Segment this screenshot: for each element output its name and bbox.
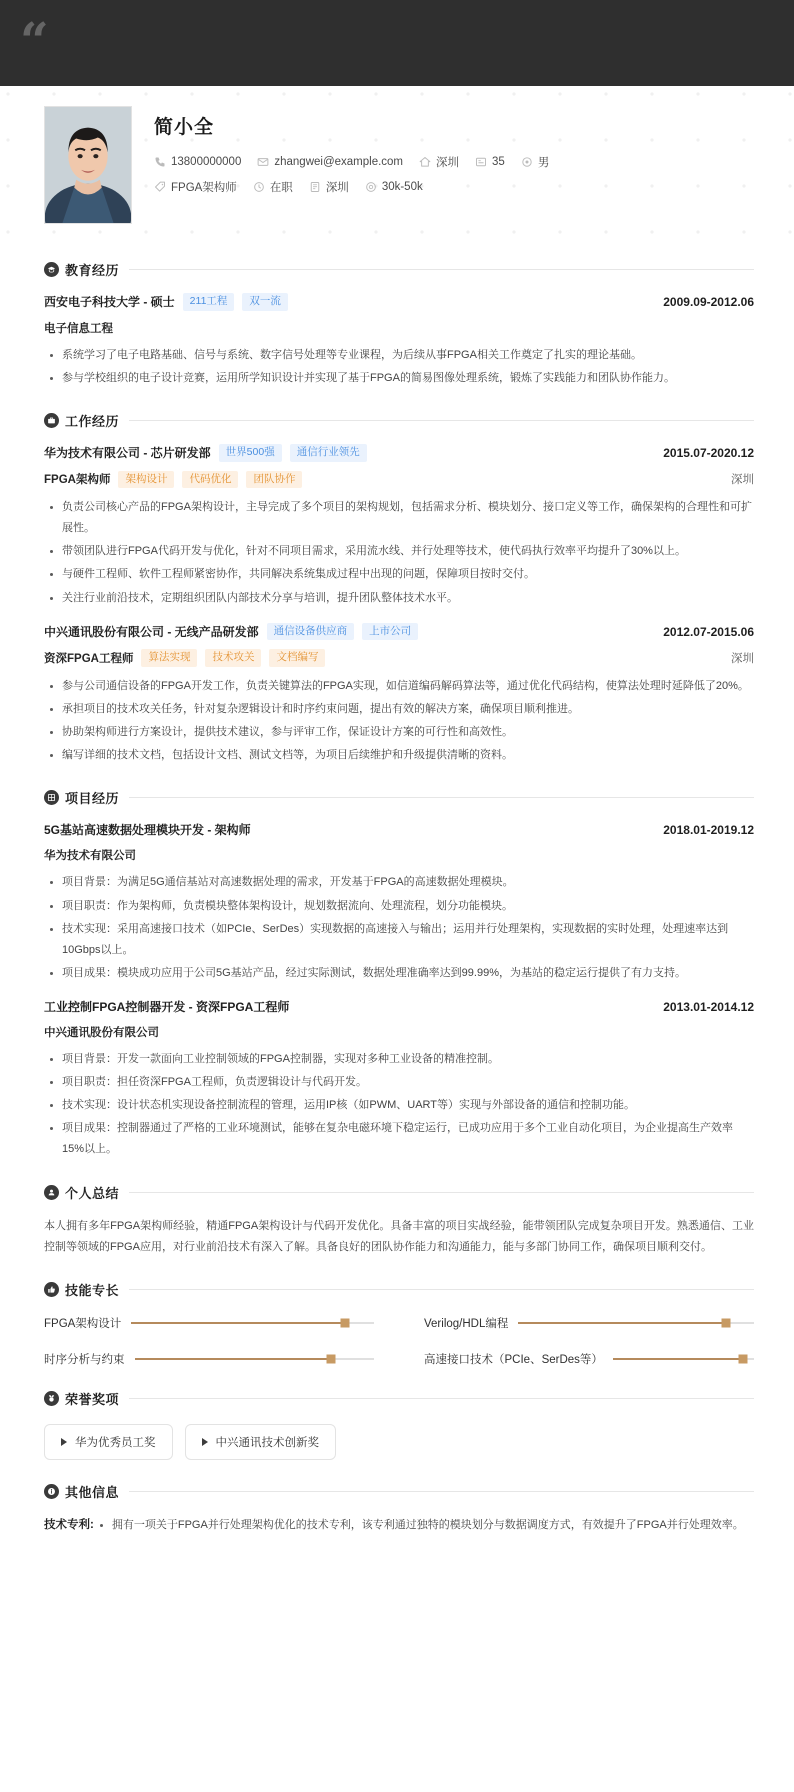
work-role: 资深FPGA工程师 xyxy=(44,653,134,666)
skill-slider[interactable] xyxy=(518,1322,754,1324)
list-item: 与硬件工程师、软件工程师紧密协作，共同解决系统集成过程中出现的问题，保障项目按时交付。 xyxy=(44,564,754,585)
project-grid-icon xyxy=(44,790,59,805)
list-item: 项目背景：开发一款面向工业控制领域的FPGA控制器，实现对多种工业设备的精准控制。 xyxy=(44,1049,754,1070)
play-triangle-icon xyxy=(202,1438,208,1446)
work-company: 中兴通讯股份有限公司 - 无线产品研发部 xyxy=(44,625,259,639)
meta-position-value: FPGA架构师 xyxy=(171,182,237,194)
section-education xyxy=(0,260,794,389)
skill-knob[interactable] xyxy=(326,1355,335,1364)
skill-slider[interactable] xyxy=(135,1358,375,1360)
education-entry xyxy=(44,293,754,389)
list-item: 负责公司核心产品的FPGA架构设计，主导完成了多个项目的架构规划，包括需求分析、模块划分、接口定义等工作，确保架构的合理性和可扩展性。 xyxy=(44,497,754,539)
section-divider xyxy=(129,797,754,798)
skill-fill xyxy=(135,1358,331,1360)
list-item: 关注行业前沿技术，定期组织团队内部技术分享与培训，提升团队整体技术水平。 xyxy=(44,588,754,609)
work-role-left xyxy=(44,471,302,489)
section-divider xyxy=(129,1192,754,1193)
work-role-tag: 架构设计 xyxy=(118,471,174,489)
section-divider xyxy=(129,269,754,270)
list-item: 编写详细的技术文档，包括设计文档、测试文档等，为项目后续维护和升级提供清晰的资料。 xyxy=(44,745,754,766)
identity-block xyxy=(154,106,565,224)
building-icon xyxy=(309,181,321,193)
user-icon xyxy=(44,1185,59,1200)
skill-fill xyxy=(131,1322,345,1324)
project-entry xyxy=(44,821,754,984)
project-title: 5G基站高速数据处理模块开发 - 架构师 xyxy=(44,823,251,838)
page-title: 简小全 xyxy=(154,117,215,138)
info-icon xyxy=(44,1484,59,1499)
briefcase-icon xyxy=(44,413,59,428)
section-header-education xyxy=(44,260,754,279)
meta-gender xyxy=(521,154,550,170)
skill-slider[interactable] xyxy=(613,1358,754,1360)
meta-email-value: zhangwei@example.com xyxy=(274,156,404,168)
project-bullets xyxy=(44,1049,754,1161)
project-entry-left xyxy=(44,998,289,1015)
section-title-summary: 个人总结 xyxy=(65,1185,120,1201)
graduation-cap-icon xyxy=(44,262,59,277)
avatar-photo-icon xyxy=(45,107,131,223)
honor-chip[interactable] xyxy=(185,1424,337,1460)
meta-gender-value: 男 xyxy=(537,157,550,169)
section-work xyxy=(0,411,794,767)
work-role-tag: 代码优化 xyxy=(182,471,238,489)
work-location: 深圳 xyxy=(731,474,754,487)
section-title-other: 其他信息 xyxy=(65,1485,120,1501)
skill-row xyxy=(424,1315,754,1331)
education-bullets xyxy=(44,345,754,389)
section-header-projects xyxy=(44,788,754,807)
skill-knob[interactable] xyxy=(721,1319,730,1328)
skill-knob[interactable] xyxy=(738,1355,747,1364)
project-entry-left xyxy=(44,821,251,838)
skill-grid xyxy=(44,1313,754,1367)
skill-fill xyxy=(518,1322,725,1324)
other-info-label: 技术专利: xyxy=(44,1519,94,1532)
meta-phone-value: 13800000000 xyxy=(171,156,242,168)
phone-icon xyxy=(154,156,166,168)
work-role-row xyxy=(44,471,754,489)
quote-mark-icon: “ xyxy=(20,11,50,70)
skill-label: FPGA架构设计 xyxy=(44,1318,122,1331)
section-divider xyxy=(129,1398,754,1399)
education-date: 2009.09-2012.06 xyxy=(663,295,754,310)
section-header-summary xyxy=(44,1183,754,1202)
summary-text: 本人拥有多年FPGA架构师经验，精通FPGA架构设计与代码开发优化。具备丰富的项目实战经验，能带领团队完成复杂项目开发。熟悉通信、工业控制等领域的FPGA应用，对行业前沿技术有深入了解。具备良好的团队协作能力和沟通能力，能与多部门协同工作，确保项目顺利交付。 xyxy=(44,1219,754,1253)
other-info-body xyxy=(94,1515,754,1538)
mail-icon xyxy=(257,156,269,168)
work-entry-left xyxy=(44,623,418,641)
skill-row xyxy=(424,1351,754,1367)
meta-hometown-value: 深圳 xyxy=(436,157,460,169)
education-school: 西安电子科技大学 - 硕士 xyxy=(44,295,175,310)
project-company: 华为技术有限公司 xyxy=(44,850,136,863)
section-divider xyxy=(129,420,754,421)
list-item: 带领团队进行FPGA代码开发与优化，针对不同项目需求，采用流水线、并行处理等技术，使代码执行效率平均提升了30%以上。 xyxy=(44,541,754,562)
honor-label: 华为优秀员工奖 xyxy=(75,1437,156,1450)
project-company: 中兴通讯股份有限公司 xyxy=(44,1026,159,1039)
list-item: 参与公司通信设备的FPGA开发工作，负责关键算法的FPGA实现，如信道编码解码算法等，通过优化代码结构，使算法处理时延降低了20%。 xyxy=(44,676,754,697)
list-item: 技术实现：设计状态机实现设备控制流程的管理，运用IP核（如PWM、UART等）实现与外部设备的通信和控制功能。 xyxy=(44,1095,754,1116)
section-skills xyxy=(0,1280,794,1367)
section-other xyxy=(0,1482,794,1538)
skill-label: 高速接口技术（PCIe、SerDes等） xyxy=(424,1354,603,1367)
section-title-skills: 技能专长 xyxy=(65,1283,120,1299)
work-company-tag: 通信行业领先 xyxy=(290,444,367,462)
work-bullets xyxy=(44,676,754,766)
education-tag: 双一流 xyxy=(242,293,288,311)
education-entry-head xyxy=(44,293,754,311)
meta-age xyxy=(475,156,505,168)
skill-knob[interactable] xyxy=(340,1319,349,1328)
section-header-work xyxy=(44,411,754,430)
skill-fill xyxy=(613,1358,743,1360)
work-date: 2015.07-2020.12 xyxy=(663,446,754,461)
skill-label: Verilog/HDL编程 xyxy=(424,1318,509,1331)
meta-status xyxy=(253,179,293,195)
meta-city-value: 深圳 xyxy=(325,182,349,194)
section-honors xyxy=(0,1389,794,1460)
project-date: 2013.01-2014.12 xyxy=(663,999,754,1014)
section-title-education: 教育经历 xyxy=(65,263,120,278)
work-company-tag: 通信设备供应商 xyxy=(267,623,355,641)
list-item: 协助架构师进行方案设计，提供技术建议，参与评审工作，保证设计方案的可行性和高效性。 xyxy=(44,722,754,743)
work-role-tag: 文档编写 xyxy=(269,649,325,667)
meta-email xyxy=(257,156,403,168)
project-entry-head xyxy=(44,821,754,838)
list-item: 拥有一项关于FPGA并行处理架构优化的技术专利，该专利通过独特的模块划分与数据调度方式，有效提升了FPGA并行处理效率。 xyxy=(94,1515,754,1536)
section-title-work: 工作经历 xyxy=(65,413,120,429)
meta-phone xyxy=(154,156,241,168)
work-entry xyxy=(44,444,754,609)
gender-icon xyxy=(521,156,533,168)
meta-row-contact xyxy=(154,154,565,170)
list-item: 项目职责：担任资深FPGA工程师，负责逻辑设计与代码开发。 xyxy=(44,1072,754,1093)
work-role-tag: 技术攻关 xyxy=(205,649,261,667)
list-item: 项目成果：模块成功应用于公司5G基站产品，经过实际测试，数据处理准确率达到99.99%，为基站的稳定运行提供了有力支持。 xyxy=(44,963,754,984)
section-title-honors: 荣誉奖项 xyxy=(65,1392,120,1408)
skill-row xyxy=(44,1315,374,1331)
project-title: 工业控制FPGA控制器开发 - 资深FPGA工程师 xyxy=(44,999,290,1014)
thumbs-up-icon xyxy=(44,1282,59,1297)
bottom-spacer xyxy=(0,1538,794,1564)
other-bullets xyxy=(94,1515,754,1536)
section-projects xyxy=(0,788,794,1160)
work-role: FPGA架构师 xyxy=(44,474,111,487)
list-item: 承担项目的技术攻关任务，针对复杂逻辑设计和时序约束问题，提出有效的解决方案，确保项目顺利推进。 xyxy=(44,699,754,720)
work-entry xyxy=(44,623,754,767)
work-entry-left xyxy=(44,444,367,462)
work-role-tag: 算法实现 xyxy=(141,649,197,667)
skill-row xyxy=(44,1351,374,1367)
work-entry-head xyxy=(44,623,754,641)
id-card-icon xyxy=(475,156,487,168)
skill-slider[interactable] xyxy=(131,1322,374,1324)
meta-row-job xyxy=(154,179,565,195)
meta-salary xyxy=(365,181,423,193)
work-date: 2012.07-2015.06 xyxy=(663,625,754,639)
honor-list xyxy=(44,1422,754,1460)
meta-city xyxy=(309,179,349,195)
work-role-left xyxy=(44,649,325,667)
list-item: 项目背景：为满足5G通信基站对高速数据处理的需求，开发基于FPGA的高速数据处理模块。 xyxy=(44,872,754,893)
project-date: 2018.01-2019.12 xyxy=(663,823,754,838)
other-info-row xyxy=(44,1515,754,1538)
work-company-tag: 世界500强 xyxy=(219,444,282,462)
section-title-projects: 项目经历 xyxy=(65,791,120,807)
meta-position xyxy=(154,179,237,195)
avatar xyxy=(44,106,132,224)
list-item: 参与学校组织的电子设计竞赛，运用所学知识设计并实现了基于FPGA的简易图像处理系统，锻炼了实践能力和团队协作能力。 xyxy=(44,368,754,389)
section-header-other xyxy=(44,1482,754,1501)
meta-salary-value: 30k-50k xyxy=(381,181,423,193)
education-tag: 211工程 xyxy=(183,293,235,311)
work-role-row xyxy=(44,649,754,667)
section-summary xyxy=(0,1183,794,1259)
work-company: 华为技术有限公司 - 芯片研发部 xyxy=(44,446,211,461)
meta-status-value: 在职 xyxy=(269,182,293,194)
honor-label: 中兴通讯技术创新奖 xyxy=(215,1437,319,1450)
status-icon xyxy=(253,181,265,193)
work-company-tag: 上市公司 xyxy=(362,623,418,641)
tag-icon xyxy=(154,181,166,193)
meta-age-value: 35 xyxy=(492,156,505,168)
section-divider xyxy=(129,1289,754,1290)
project-bullets xyxy=(44,872,754,984)
list-item: 系统学习了电子电路基础、信号与系统、数字信号处理等专业课程，为后续从事FPGA相关工作奠定了扎实的理论基础。 xyxy=(44,345,754,366)
meta-hometown xyxy=(419,154,459,170)
work-entry-head xyxy=(44,444,754,462)
list-item: 项目职责：作为架构师，负责模块整体架构设计，规划数据流向、处理流程，划分功能模块。 xyxy=(44,896,754,917)
section-header-honors xyxy=(44,1389,754,1408)
section-divider xyxy=(129,1491,754,1492)
play-triangle-icon xyxy=(61,1438,67,1446)
education-major: 电子信息工程 xyxy=(44,322,113,335)
project-entry-head xyxy=(44,998,754,1015)
list-item: 技术实现：采用高速接口技术（如PCIe、SerDes）实现数据的高速接入与输出；运用并行处理架构，实现数据的实时处理，处理速率达到10Gbps以上。 xyxy=(44,919,754,961)
top-banner xyxy=(0,0,794,86)
profile-header xyxy=(0,86,794,238)
work-role-tag: 团队协作 xyxy=(246,471,302,489)
medal-icon xyxy=(44,1391,59,1406)
home-icon xyxy=(419,156,431,168)
project-entry xyxy=(44,998,754,1161)
work-bullets xyxy=(44,497,754,609)
section-header-skills xyxy=(44,1280,754,1299)
work-location: 深圳 xyxy=(731,653,754,666)
skill-label: 时序分析与约束 xyxy=(44,1354,125,1367)
honor-chip[interactable] xyxy=(44,1424,173,1460)
money-icon xyxy=(365,181,377,193)
list-item: 项目成果：控制器通过了严格的工业环境测试，能够在复杂电磁环境下稳定运行，已成功应用于多个工业自动化项目，为企业提高生产效率15%以上。 xyxy=(44,1118,754,1160)
education-entry-left xyxy=(44,293,288,311)
